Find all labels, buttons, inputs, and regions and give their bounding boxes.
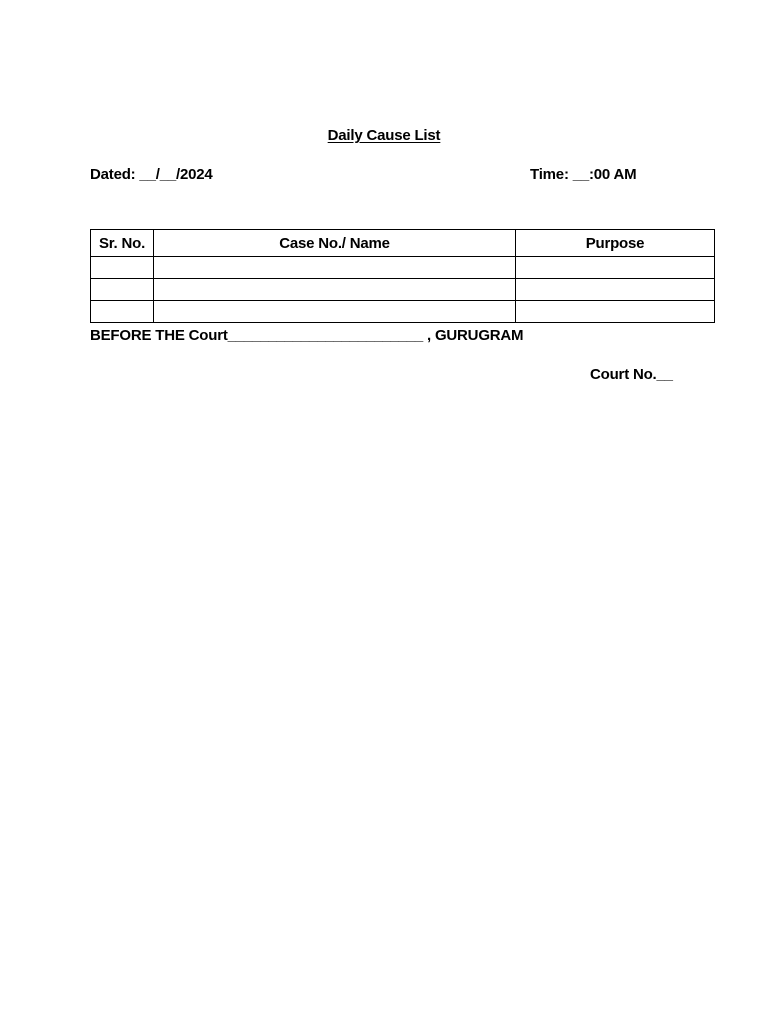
cell-purpose bbox=[516, 257, 715, 279]
cell-case-no-name bbox=[154, 279, 516, 301]
table-row bbox=[91, 257, 715, 279]
before-court-line: BEFORE THE Court________________________ , GURUGRAM bbox=[90, 327, 524, 344]
time-line: Time: __:00 AM bbox=[530, 166, 637, 183]
table-header-row bbox=[91, 230, 715, 257]
table-row bbox=[91, 301, 715, 323]
dated-line: Dated: __/__/2024 bbox=[90, 166, 213, 183]
cell-sr-no bbox=[91, 279, 154, 301]
header-case-no-name: Case No./ Name bbox=[154, 230, 516, 257]
cell-sr-no bbox=[91, 257, 154, 279]
cell-case-no-name bbox=[154, 257, 516, 279]
cause-list-table bbox=[90, 229, 715, 323]
table-row bbox=[91, 279, 715, 301]
cell-sr-no bbox=[91, 301, 154, 323]
document-title: Daily Cause List bbox=[327, 127, 441, 144]
cell-case-no-name bbox=[154, 301, 516, 323]
header-sr-no: Sr. No. bbox=[91, 230, 154, 257]
cell-purpose bbox=[516, 301, 715, 323]
court-number-line: Court No.__ bbox=[590, 366, 673, 383]
cell-purpose bbox=[516, 279, 715, 301]
header-purpose: Purpose bbox=[516, 230, 715, 257]
